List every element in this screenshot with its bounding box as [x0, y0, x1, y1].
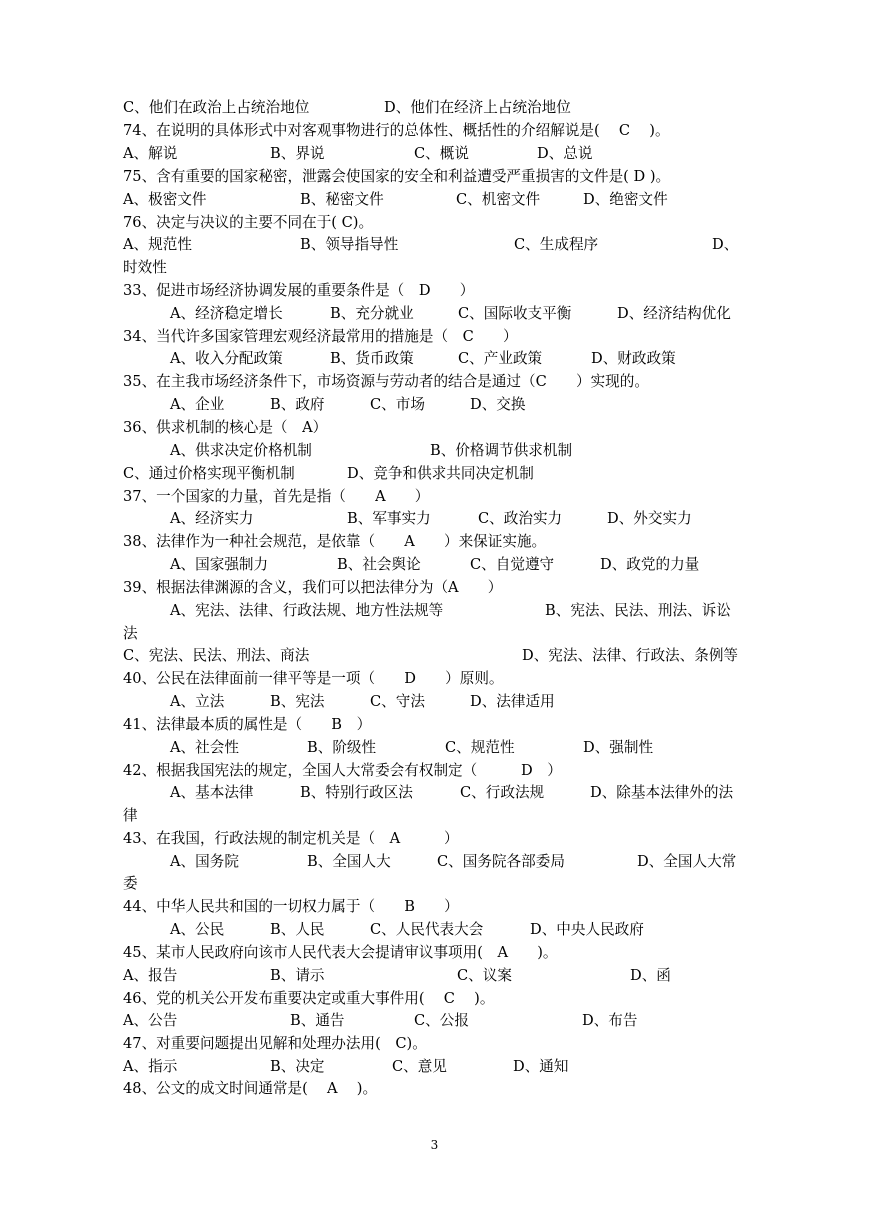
option-text: B、宪法 [270, 693, 325, 710]
line-text: 74、在说明的具体形式中对客观事物进行的总体性、概括性的介绍解说是( C )。 [123, 122, 670, 139]
option-text: C、行政法规 [460, 784, 545, 801]
option-text: C、议案 [457, 967, 512, 984]
option-text: D、布告 [582, 1012, 638, 1029]
option-text: D、财政政策 [591, 350, 676, 367]
line-text: 33、促进市场经济协调发展的重要条件是（ D ） [123, 282, 475, 299]
option-text: B、请示 [270, 967, 325, 984]
line-text: A、公告 [123, 1012, 178, 1029]
line-text: A、社会性 [170, 739, 239, 756]
option-text: D、法律适用 [470, 693, 555, 710]
line-text: 46、党的机关公开发布重要决定或重大事件用( C )。 [123, 990, 495, 1007]
option-text: D、 [712, 236, 739, 253]
option-text: C、概说 [414, 145, 469, 162]
line-text: A、规范性 [123, 236, 192, 253]
line-text: A、宪法、法律、行政法规、地方性法规等 [170, 602, 444, 619]
option-text: D、外交实力 [607, 510, 692, 527]
line-text: 38、法律作为一种社会规范，是依靠（ A ）来保证实施。 [123, 533, 547, 550]
option-text: D、绝密文件 [583, 191, 668, 208]
line-text: 委 [123, 875, 138, 892]
line-text: 42、根据我国宪法的规定，全国人大常委会有权制定（ D ） [123, 762, 562, 779]
line-text: 75、含有重要的国家秘密，泄露会使国家的安全和利益遭受严重损害的文件是( D )。 [123, 168, 671, 185]
option-text: B、人民 [270, 921, 325, 938]
option-text: D、交换 [470, 396, 526, 413]
line-text: 律 [123, 807, 138, 824]
option-text: D、总说 [537, 145, 593, 162]
line-text: A、指示 [123, 1058, 178, 1075]
line-text: C、宪法、民法、刑法、商法 [123, 647, 310, 664]
option-text: B、宪法、民法、刑法、诉讼 [545, 602, 731, 619]
option-text: D、通知 [513, 1058, 569, 1075]
option-text: D、竞争和供求共同决定机制 [347, 465, 534, 482]
line-text: A、极密文件 [123, 191, 207, 208]
option-text: C、机密文件 [456, 191, 541, 208]
line-text: C、他们在政治上占统治地位 [123, 99, 310, 116]
page-number: 3 [430, 1138, 439, 1152]
line-text: 47、对重要问题提出见解和处理办法用( C)。 [123, 1035, 427, 1052]
line-text: 法 [123, 625, 138, 642]
option-text: C、自觉遵守 [470, 556, 555, 573]
option-text: B、全国人大 [307, 853, 391, 870]
line-text: A、公民 [170, 921, 225, 938]
line-text: A、供求决定价格机制 [170, 442, 312, 459]
line-text: 37、一个国家的力量，首先是指（ A ） [123, 488, 430, 505]
option-text: D、他们在经济上占统治地位 [384, 99, 571, 116]
option-text: C、意见 [392, 1058, 447, 1075]
option-text: B、界说 [270, 145, 325, 162]
line-text: 36、供求机制的核心是（ A） [123, 419, 328, 436]
option-text: B、货币政策 [330, 350, 414, 367]
line-text: 34、当代许多国家管理宏观经济最常用的措施是（ C ） [123, 328, 518, 345]
option-text: C、人民代表大会 [370, 921, 484, 938]
option-text: C、公报 [414, 1012, 469, 1029]
line-text: A、立法 [170, 693, 225, 710]
option-text: C、产业政策 [458, 350, 543, 367]
option-text: B、政府 [270, 396, 325, 413]
option-text: C、市场 [370, 396, 425, 413]
option-text: B、社会舆论 [337, 556, 421, 573]
line-text: A、国务院 [170, 853, 239, 870]
option-text: C、守法 [370, 693, 425, 710]
option-text: B、军事实力 [347, 510, 431, 527]
option-text: D、函 [630, 967, 671, 984]
option-text: D、强制性 [583, 739, 654, 756]
line-text: 44、中华人民共和国的一切权力属于（ B ） [123, 898, 459, 915]
line-text: A、收入分配政策 [170, 350, 283, 367]
line-text: 43、在我国，行政法规的制定机关是（ A ） [123, 830, 459, 847]
line-text: 76、决定与决议的主要不同在于( C)。 [123, 214, 374, 231]
line-text: A、解说 [123, 145, 178, 162]
line-text: 时效性 [123, 259, 167, 276]
line-text: 41、法律最本质的属性是（ B ） [123, 716, 372, 733]
option-text: B、秘密文件 [300, 191, 384, 208]
option-text: C、政治实力 [478, 510, 563, 527]
option-text: B、阶级性 [307, 739, 377, 756]
option-text: B、通告 [290, 1012, 345, 1029]
option-text: B、充分就业 [330, 305, 414, 322]
option-text: B、决定 [270, 1058, 325, 1075]
option-text: B、价格调节供求机制 [430, 442, 573, 459]
option-text: C、国际收支平衡 [458, 305, 572, 322]
line-text: A、报告 [123, 967, 178, 984]
option-text: D、政党的力量 [600, 556, 700, 573]
line-text: 45、某市人民政府向该市人民代表大会提请审议事项用( A )。 [123, 944, 558, 961]
option-text: C、生成程序 [514, 236, 599, 253]
line-text: 39、根据法律渊源的含义，我们可以把法律分为（A ） [123, 579, 503, 596]
option-text: C、规范性 [445, 739, 515, 756]
line-text: A、经济实力 [170, 510, 254, 527]
option-text: D、经济结构优化 [617, 305, 731, 322]
option-text: D、宪法、法律、行政法、条例等 [522, 647, 739, 664]
option-text: D、中央人民政府 [530, 921, 644, 938]
option-text: B、特别行政区法 [300, 784, 413, 801]
line-text: A、企业 [170, 396, 225, 413]
option-text: B、领导指导性 [300, 236, 399, 253]
line-text: 48、公文的成文时间通常是( A )。 [123, 1080, 378, 1097]
option-text: D、除基本法律外的法 [590, 784, 734, 801]
line-text: A、经济稳定增长 [170, 305, 283, 322]
line-text: 35、在主我市场经济条件下，市场资源与劳动者的结合是通过（C ）实现的。 [123, 373, 649, 390]
line-text: 40、公民在法律面前一律平等是一项（ D ）原则。 [123, 670, 504, 687]
line-text: A、基本法律 [170, 784, 254, 801]
option-text: C、国务院各部委局 [437, 853, 565, 870]
line-text: A、国家强制力 [170, 556, 269, 573]
line-text: C、通过价格实现平衡机制 [123, 465, 295, 482]
option-text: D、全国人大常 [637, 853, 737, 870]
